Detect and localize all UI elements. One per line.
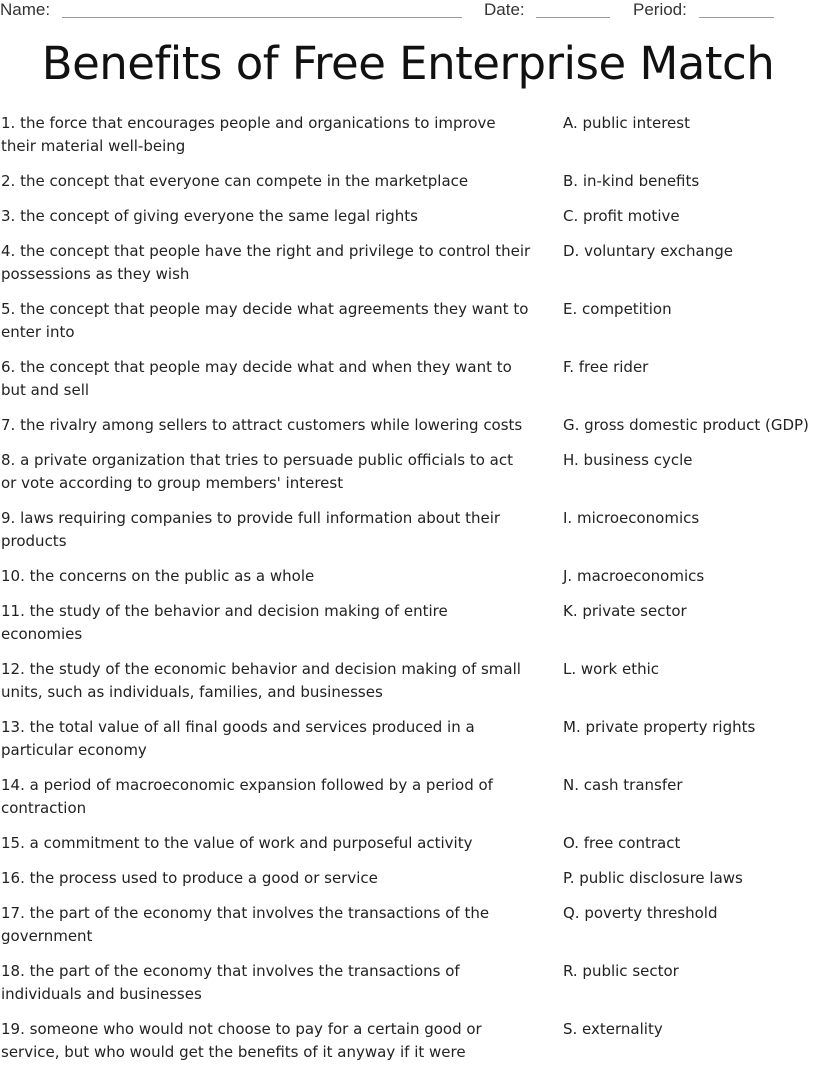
answer-option: J. macroeconomics [563, 567, 705, 585]
match-row [0, 867, 816, 890]
clue-text: 8. a private organization that tries to persuade public officials to act or vote according to group members' interest [1, 451, 513, 492]
clue-text: 15. a commitment to the value of work and purposeful activity [1, 834, 473, 852]
clue-text: 3. the concept of giving everyone the same legal rights [1, 207, 418, 225]
clue-text: 12. the study of the economic behavior and decision making of small units, such as individuals, families, and businesses [1, 660, 521, 701]
answer-option: K. private sector [563, 602, 687, 620]
clue-text: 19. someone who would not choose to pay for a certain good or service, but who would get the benefits of it anyway if it were [1, 1020, 482, 1061]
clue-text: 14. a period of macroeconomic expansion followed by a period of contraction [1, 776, 493, 817]
match-row [0, 832, 816, 855]
answer-option: C. profit motive [563, 207, 680, 225]
clue-text: 17. the part of the economy that involves the transactions of the government [1, 904, 490, 945]
answer-option: A. public interest [563, 114, 690, 132]
match-row [0, 449, 816, 495]
clue-text: 7. the rivalry among sellers to attract customers while lowering costs [1, 416, 523, 434]
match-list [0, 112, 816, 1076]
name-blank-line[interactable] [62, 17, 462, 18]
answer-option: G. gross domestic product (GDP) [563, 416, 809, 434]
worksheet-header [0, 0, 816, 22]
answer-option: O. free contract [563, 834, 681, 852]
date-blank-line[interactable] [536, 17, 610, 18]
clue-text: 16. the process used to produce a good or service [1, 869, 378, 887]
period-blank-line[interactable] [699, 17, 774, 18]
answer-option: N. cash transfer [563, 776, 683, 794]
match-row [0, 600, 816, 646]
answer-option: D. voluntary exchange [563, 242, 733, 260]
match-row [0, 716, 816, 762]
match-row [0, 170, 816, 193]
match-row [0, 658, 816, 704]
answer-option: R. public sector [563, 962, 679, 980]
match-row [0, 565, 816, 588]
clue-text: 2. the concept that everyone can compete in the marketplace [1, 172, 469, 190]
clue-text: 10. the concerns on the public as a whole [1, 567, 315, 585]
clue-text: 13. the total value of all final goods and services produced in a particular economy [1, 718, 475, 759]
clue-text: 11. the study of the behavior and decision making of entire economies [1, 602, 448, 643]
clue-text: 18. the part of the economy that involves the transactions of individuals and businesses [1, 962, 460, 1003]
match-row [0, 960, 816, 1006]
page-title: Benefits of Free Enterprise Match [41, 37, 775, 90]
match-row [0, 112, 816, 158]
match-row [0, 1018, 816, 1064]
match-row [0, 356, 816, 402]
answer-option: B. in-kind benefits [563, 172, 700, 190]
name-label: Name: [0, 0, 51, 19]
answer-option: S. externality [563, 1020, 663, 1038]
match-row [0, 205, 816, 228]
date-label: Date: [484, 0, 525, 19]
answer-option: F. free rider [563, 358, 649, 376]
match-row [0, 240, 816, 286]
match-row [0, 298, 816, 344]
period-label: Period: [633, 0, 687, 19]
answer-option: L. work ethic [563, 660, 659, 678]
match-row [0, 774, 816, 820]
clue-text: 5. the concept that people may decide what agreements they want to enter into [1, 300, 529, 341]
match-row [0, 414, 816, 437]
clue-text: 1. the force that encourages people and organications to improve their material well-being [1, 114, 496, 155]
answer-option: Q. poverty threshold [563, 904, 718, 922]
clue-text: 4. the concept that people have the right and privilege to control their possessions as they wish [1, 242, 531, 283]
answer-option: P. public disclosure laws [563, 869, 743, 887]
clue-text: 6. the concept that people may decide what and when they want to but and sell [1, 358, 512, 399]
match-row [0, 507, 816, 553]
match-row [0, 902, 816, 948]
answer-option: M. private property rights [563, 718, 756, 736]
clue-text: 9. laws requiring companies to provide full information about their products [1, 509, 501, 550]
answer-option: I. microeconomics [563, 509, 700, 527]
answer-option: H. business cycle [563, 451, 693, 469]
answer-option: E. competition [563, 300, 672, 318]
